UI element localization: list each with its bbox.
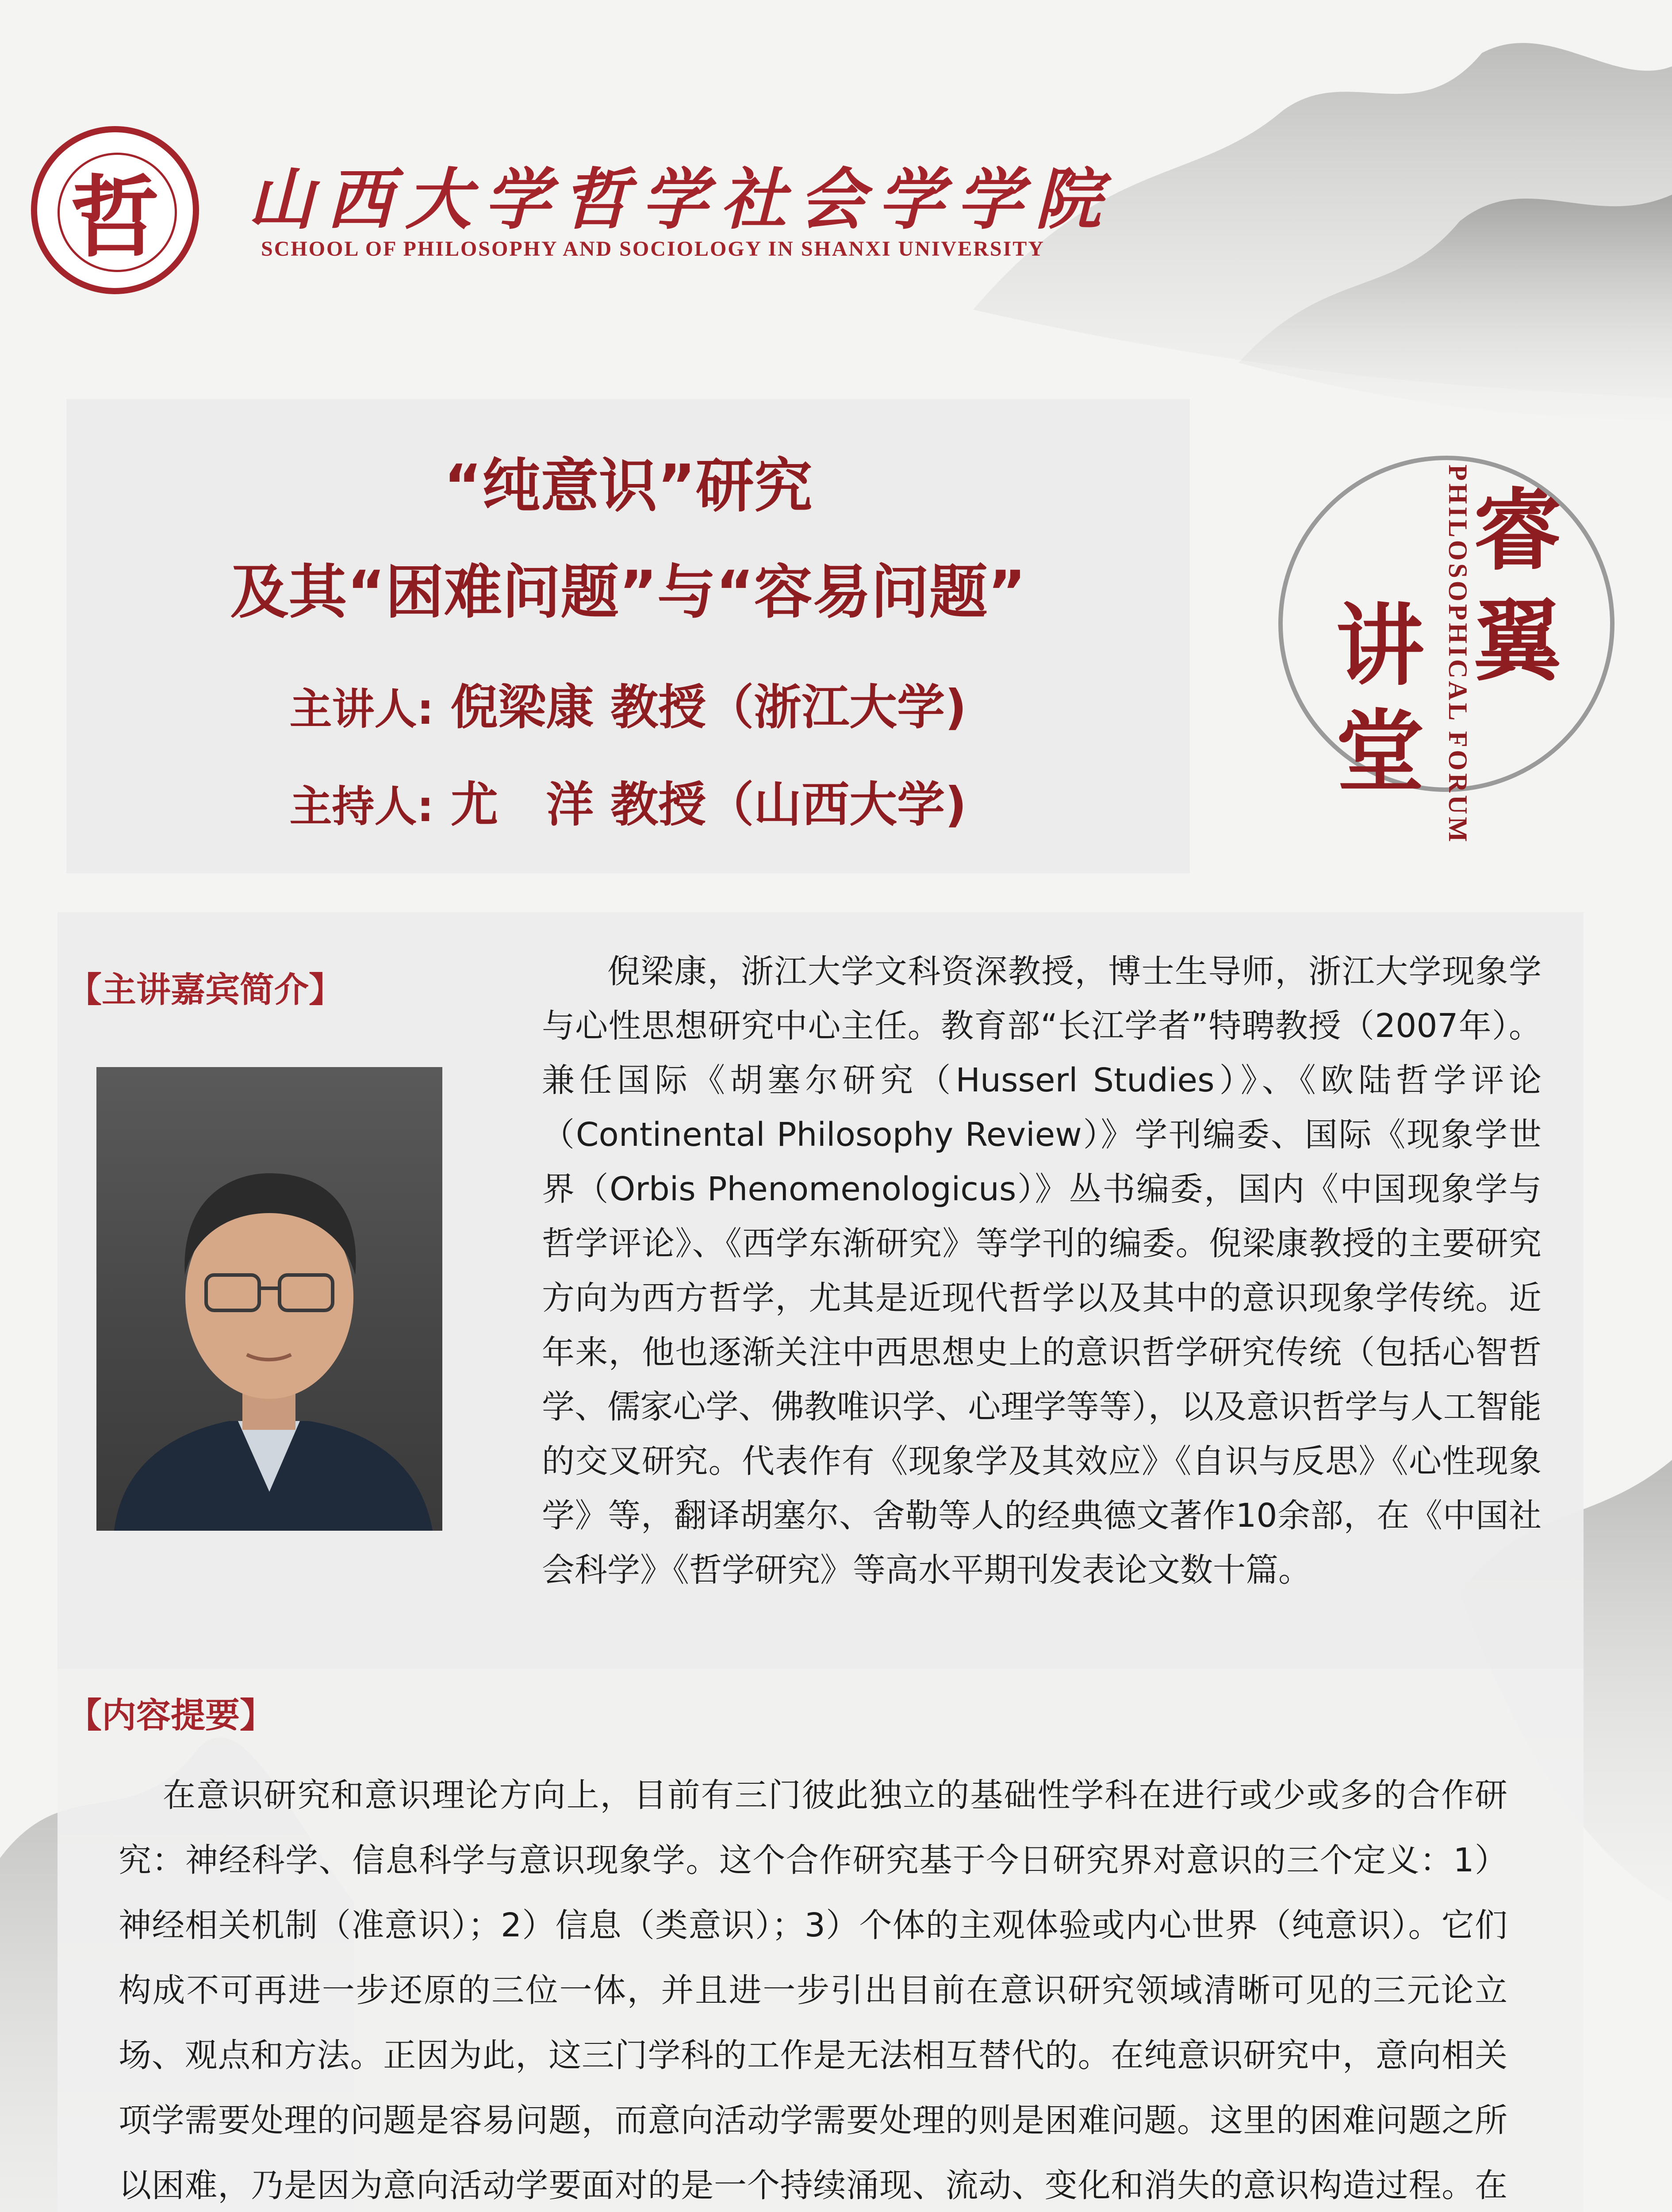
portrait-figure (96, 1067, 442, 1531)
school-name-chinese: 山西大学哲学社会学学院 (248, 161, 1114, 238)
forum-char-1: 睿 (1473, 479, 1562, 583)
lecture-title-line-2: 及其“困难问题”与“容易问题” (230, 558, 1026, 626)
seal-character: 哲 (70, 165, 159, 269)
philosophical-forum-badge (1269, 447, 1659, 845)
school-seal-logo (31, 126, 199, 294)
speaker-label: 主讲人: (289, 684, 434, 734)
school-name-english: SCHOOL OF PHILOSOPHY AND SOCIOLOGY IN SHANXI UNIVERSITY (261, 237, 1045, 261)
host-row (66, 766, 1190, 835)
lecture-title-line-1: “纯意识”研究 (444, 452, 813, 520)
host-value: 尤 洋 教授（山西大学) (450, 777, 967, 833)
forum-char-3: 讲 (1336, 594, 1425, 698)
title-panel (66, 399, 1190, 873)
speaker-value: 倪梁康 教授（浙江大学) (450, 680, 967, 735)
speaker-biography: 倪梁康，浙江大学文科资深教授，博士生导师，浙江大学现象学与心性思想研究中心主任。教育部“长江学者”特聘教授（2007年）。兼任国际《胡塞尔研究（Husserl Studies）》、《欧陆哲学评论（Continental Philosophy Review）》学刊编委、国际《现象学世界（Orbis Phenomenologicus）》丛书编委，国内《中国现象学与哲学评论》、《西学东渐研究》等学刊的编委。倪梁康教授的主要研究方向为西方哲学，尤其是近现代哲学以及其中的意识现象学传统。近年来，他也逐渐关注中西思想史上的意识哲学研究传统（包括心智哲学、儒家心学、佛教唯识学、心理学等等），以及意识哲学与人工智能的交叉研究。代表作有《现象学及其效应》《自识与反思》《心性现象学》等，翻译胡塞尔、舍勒等人的经典德文著作10余部，在《中国社会科学》《哲学研究》等高水平期刊发表论文数十篇。 (542, 952, 1542, 1589)
speaker-portrait (96, 1067, 442, 1531)
content-summary-label: 【内容提要】 (67, 1696, 275, 1736)
forum-english: PHILOSOPHICAL FORUM (1443, 465, 1473, 845)
forum-char-4: 堂 (1336, 700, 1425, 804)
speaker-intro-label: 【主讲嘉宾简介】 (67, 970, 344, 1010)
speaker-row (66, 669, 1190, 737)
forum-char-2: 翼 (1473, 589, 1562, 693)
host-label: 主持人: (289, 782, 434, 831)
content-summary-text: 在意识研究和意识理论方向上，目前有三门彼此独立的基础性学科在进行或少或多的合作研究：神经科学、信息科学与意识现象学。这个合作研究基于今日研究界对意识的三个定义：1）神经相关机制（准意识）；2）信息（类意识）；3）个体的主观体验或内心世界（纯意识）。它们构成不可再进一步还原的三位一体，并且进一步引出目前在意识研究领域清晰可见的三元论立场、观点和方法。正因为此，这三门学科的工作是无法相互替代的。在纯意识研究中，意向相关项学需要处理的问题是容易问题，而意向活动学需要处理的则是困难问题。这里的困难问题之所以困难，乃是因为意向活动学要面对的是一个持续涌现、流动、变化和消失的意识构造过程。在 (119, 1776, 1507, 2204)
